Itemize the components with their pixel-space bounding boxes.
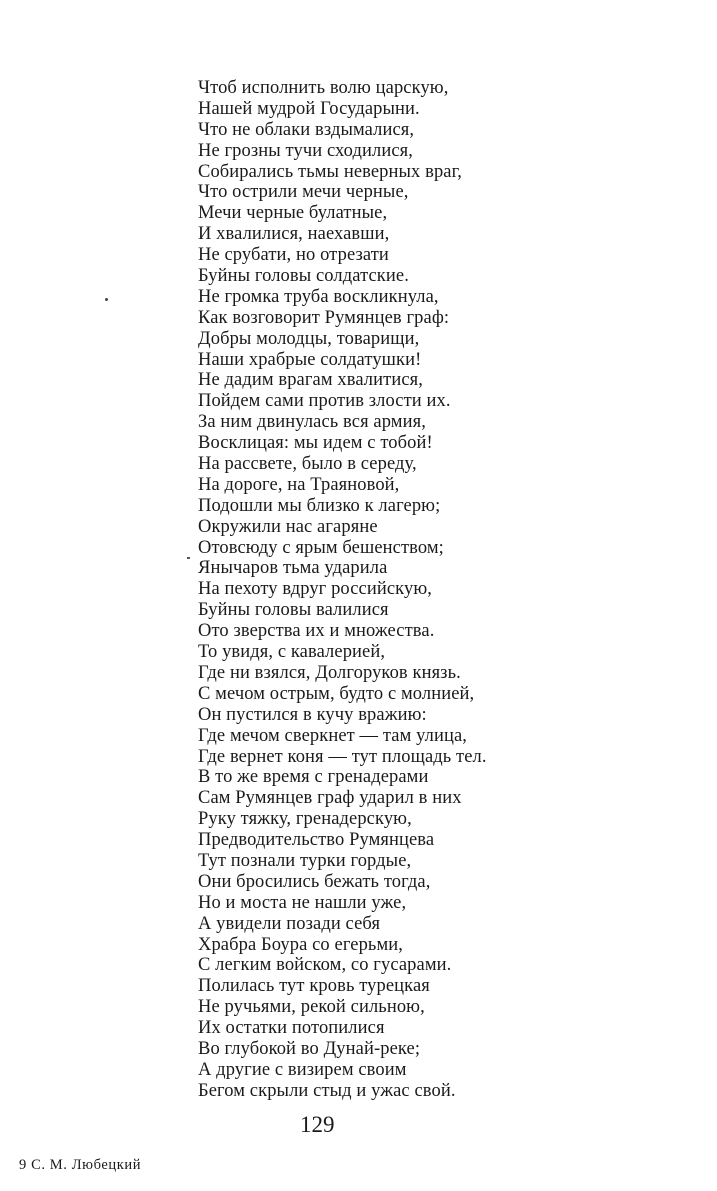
poem-line: Восклицая: мы идем с тобой! [198, 433, 433, 454]
poem-line: Где вернет коня — тут площадь тел. [198, 746, 487, 767]
poem-line: А другие с визирем своим [198, 1059, 407, 1080]
poem-line: Мечи черные булатные, [198, 203, 388, 224]
poem-line: Буйны головы валилися [198, 600, 389, 621]
poem-line: Ото зверства их и множества. [198, 621, 435, 642]
poem-line: Во глубокой во Дунай-реке; [198, 1038, 421, 1059]
poem-line: Нашей мудрой Государыни. [198, 98, 420, 119]
poem-line: То увидя, с кавалерией, [198, 642, 386, 663]
signature-mark: 9 С. М. Любецкий [19, 1157, 142, 1173]
poem-line: Где мечом сверкнет — там улица, [198, 725, 468, 746]
poem-line: А увидели позади себя [198, 913, 381, 934]
poem-line: Храбра Боура со егерьми, [198, 934, 403, 955]
poem-line: Бегом скрыли стыд и ужас свой. [198, 1080, 456, 1101]
poem-line: Полилась тут кровь турецкая [198, 976, 430, 997]
poem-line: Что острили мечи черные, [198, 182, 409, 203]
poem-line: Наши храбрые солдатушки! [198, 349, 422, 370]
poem-line: Что не облаки вздымалися, [198, 119, 415, 140]
poem-line: Где ни взялся, Долгоруков князь. [198, 662, 461, 683]
poem-line: Их остатки потопилися [198, 1018, 385, 1039]
poem-line: Он пустился в кучу вражию: [198, 704, 427, 725]
print-speck [105, 298, 108, 301]
poem-line: На рассвете, было в середу, [198, 454, 417, 475]
poem-line: Не грозны тучи сходилися, [198, 140, 413, 161]
poem-line: Добры молодцы, товарищи, [198, 328, 420, 349]
poem-line: Сам Румянцев граф ударил в них [198, 788, 462, 809]
poem-line: На пехоту вдруг российскую, [198, 579, 433, 600]
poem-line: Чтоб исполнить волю царскую, [198, 78, 449, 98]
poem-line: Не громка труба воскликнула, [198, 286, 439, 307]
page-number: 129 [300, 1112, 335, 1137]
poem-line: Янычаров тьма ударила [198, 558, 388, 579]
poem-line: Как возговорит Румянцев граф: [198, 307, 450, 328]
poem-line: Не срубати, но отрезати [198, 245, 389, 266]
poem-line: На дороге, на Траяновой, [198, 474, 400, 495]
poem-line: В то же время с гренадерами [198, 767, 429, 788]
poem-line: Пойдем сами против злости их. [198, 391, 451, 412]
poem-line: Буйны головы солдатские. [198, 266, 409, 287]
poem-line: Подошли мы близко к лагерю; [198, 495, 441, 516]
poem-line: Они бросились бежать тогда, [198, 871, 431, 892]
poem-line: За ним двинулась вся армия, [198, 412, 426, 433]
poem-line: Окружили нас агаряне [198, 516, 378, 537]
poem-line: Отовсюду с ярым бешенством; [198, 537, 444, 558]
poem-text [198, 78, 487, 1102]
poem-line: Собирались тьмы неверных враг, [198, 161, 462, 182]
poem-line: И хвалилися, наехавши, [198, 224, 390, 245]
print-speck [187, 557, 190, 559]
poem-line: Не ручьями, рекой сильною, [198, 997, 425, 1018]
poem-line: Руку тяжку, гренадерскую, [198, 809, 412, 830]
poem-line: Не дадим врагам хвалитися, [198, 370, 423, 391]
poem-line: С мечом острым, будто с молнией, [198, 683, 475, 704]
poem-line: С легким войском, со гусарами. [198, 955, 452, 976]
poem-line: Но и моста не нашли уже, [198, 892, 407, 913]
poem-line: Тут познали турки гордые, [198, 850, 412, 871]
poem-line: Предводительство Румянцева [198, 830, 435, 851]
